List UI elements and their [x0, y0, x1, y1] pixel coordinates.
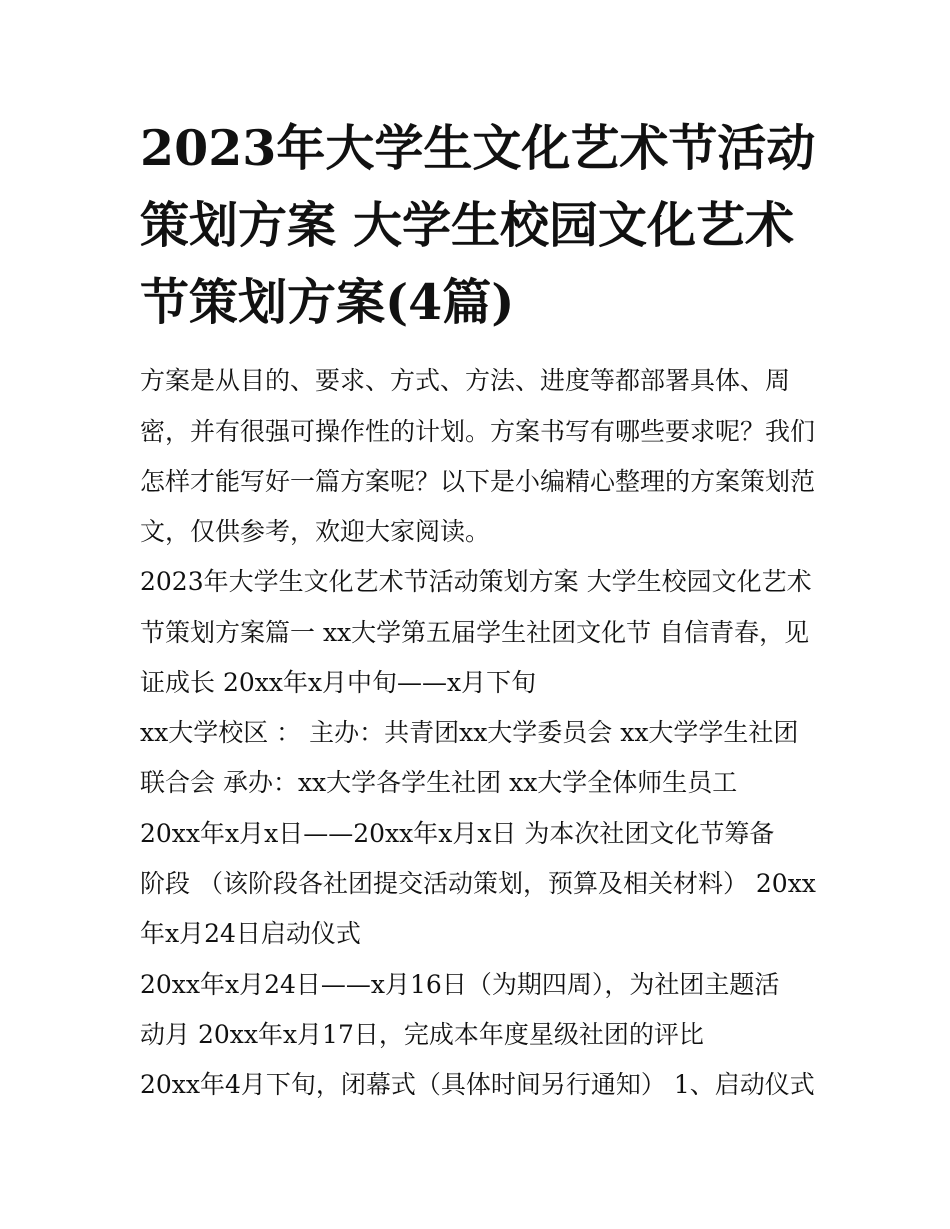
body-line: xx大学校区 ： 主办：共青团xx大学委员会 xx大学学生社团: [140, 718, 799, 747]
body-line: 怎样才能写好一篇方案呢？以下是小编精心整理的方案策划范: [140, 467, 816, 496]
body-line: 文，仅供参考，欢迎大家阅读。: [140, 517, 491, 546]
title-line-3: 节策划方案(4篇): [140, 273, 515, 331]
body-line: 联合会 承办：xx大学各学生社团 xx大学全体师生员工: [140, 768, 738, 797]
title-line-2: 策划方案 大学生校园文化艺术: [140, 196, 795, 254]
body-line: 年x月24日启动仪式: [140, 919, 361, 948]
body-line: 密，并有很强可操作性的计划。方案书写有哪些要求呢？我们: [140, 417, 816, 446]
body-line: 方案是从目的、要求、方式、方法、进度等都部署具体、周: [140, 366, 791, 395]
body-line: 20xx年x月24日——x月16日（为期四周），为社团主题活: [140, 970, 780, 999]
body-line: 节策划方案篇一 xx大学第五届学生社团文化节 自信青春，见: [140, 618, 810, 647]
title-line-1: 2023年大学生文化艺术节活动: [140, 119, 816, 177]
body-line: 阶段 （该阶段各社团提交活动策划，预算及相关材料） 20xx: [140, 869, 816, 898]
body-line: 证成长 20xx年x月中旬——x月下旬: [140, 668, 537, 697]
body-line: 动月 20xx年x月17日，完成本年度星级社团的评比: [140, 1020, 704, 1049]
body-line: 20xx年4月下旬，闭幕式（具体时间另行通知） 1、启动仪式: [140, 1070, 815, 1099]
body-line: 2023年大学生文化艺术节活动策划方案 大学生校园文化艺术: [140, 567, 812, 596]
body-line: 20xx年x月x日——20xx年x月x日 为本次社团文化节筹备: [140, 819, 775, 848]
